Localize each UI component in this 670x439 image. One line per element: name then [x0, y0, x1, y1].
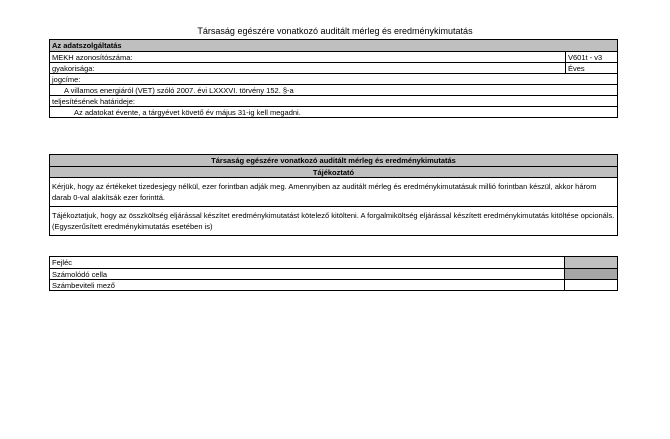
page-title: Társaság egészére vonatkozó auditált mérleg és eredménykimutatás	[197, 26, 473, 36]
frequency-value[interactable]: Éves	[565, 63, 617, 73]
info-table	[49, 39, 618, 118]
notice-paragraph-methods: Tájékoztatjuk, hogy az összköltség eljárással készítet eredménykimutatást kötelező kitölteni. A forgalmiköltség eljárással készített eredménykimutatás kitöltése opcionáls. (Egyszerűsített eredménykimutatás esetében is)	[50, 206, 617, 235]
mekh-label: MEKH azonosítószáma:	[52, 53, 133, 62]
frequency-label: gyakorisága:	[52, 64, 95, 73]
legend-table	[49, 256, 618, 291]
legend-calculated	[50, 268, 617, 279]
legend-input-swatch[interactable]	[564, 280, 617, 290]
notice-subheader: Tájékoztató	[50, 166, 617, 177]
legend-header-swatch	[564, 257, 617, 268]
legend-header-label: Fejléc	[52, 258, 73, 267]
jogcim-value: A villamos energiáról (VET) szóló 2007. évi LXXXVI. törvény 152. §-a	[50, 84, 617, 95]
legend-calculated-label: Számolódó cella	[52, 270, 108, 279]
frequency-row	[50, 62, 617, 73]
legend-header	[50, 257, 617, 268]
deadline-value: Az adatokat évente, a tárgyévet követő év május 31-ig kell megadni.	[50, 106, 617, 117]
info-header: Az adatszolgáltatás	[50, 40, 617, 51]
mekh-value[interactable]: V601t - v3	[565, 52, 617, 62]
mekh-row	[50, 51, 617, 62]
deadline-label: teljesítésének határideje:	[50, 95, 617, 106]
notice-paragraph-decimals: Kérjük, hogy az értékeket tizedesjegy nélkül, ezer forintban adják meg. Amennyiben az auditált mérleg és eredménykimutatásuk millió forintban készül, akkor három darab 0-val alakítsák ezer forinttá.	[50, 177, 617, 206]
legend-calculated-swatch	[564, 269, 617, 279]
jogcim-label: jogcíme:	[50, 73, 617, 84]
notice-header: Társaság egészére vonatkozó auditált mérleg és eredménykimutatás	[50, 155, 617, 166]
notice-table	[49, 154, 618, 236]
legend-input-label: Számbeviteli mező	[52, 281, 115, 290]
legend-input	[50, 279, 617, 290]
